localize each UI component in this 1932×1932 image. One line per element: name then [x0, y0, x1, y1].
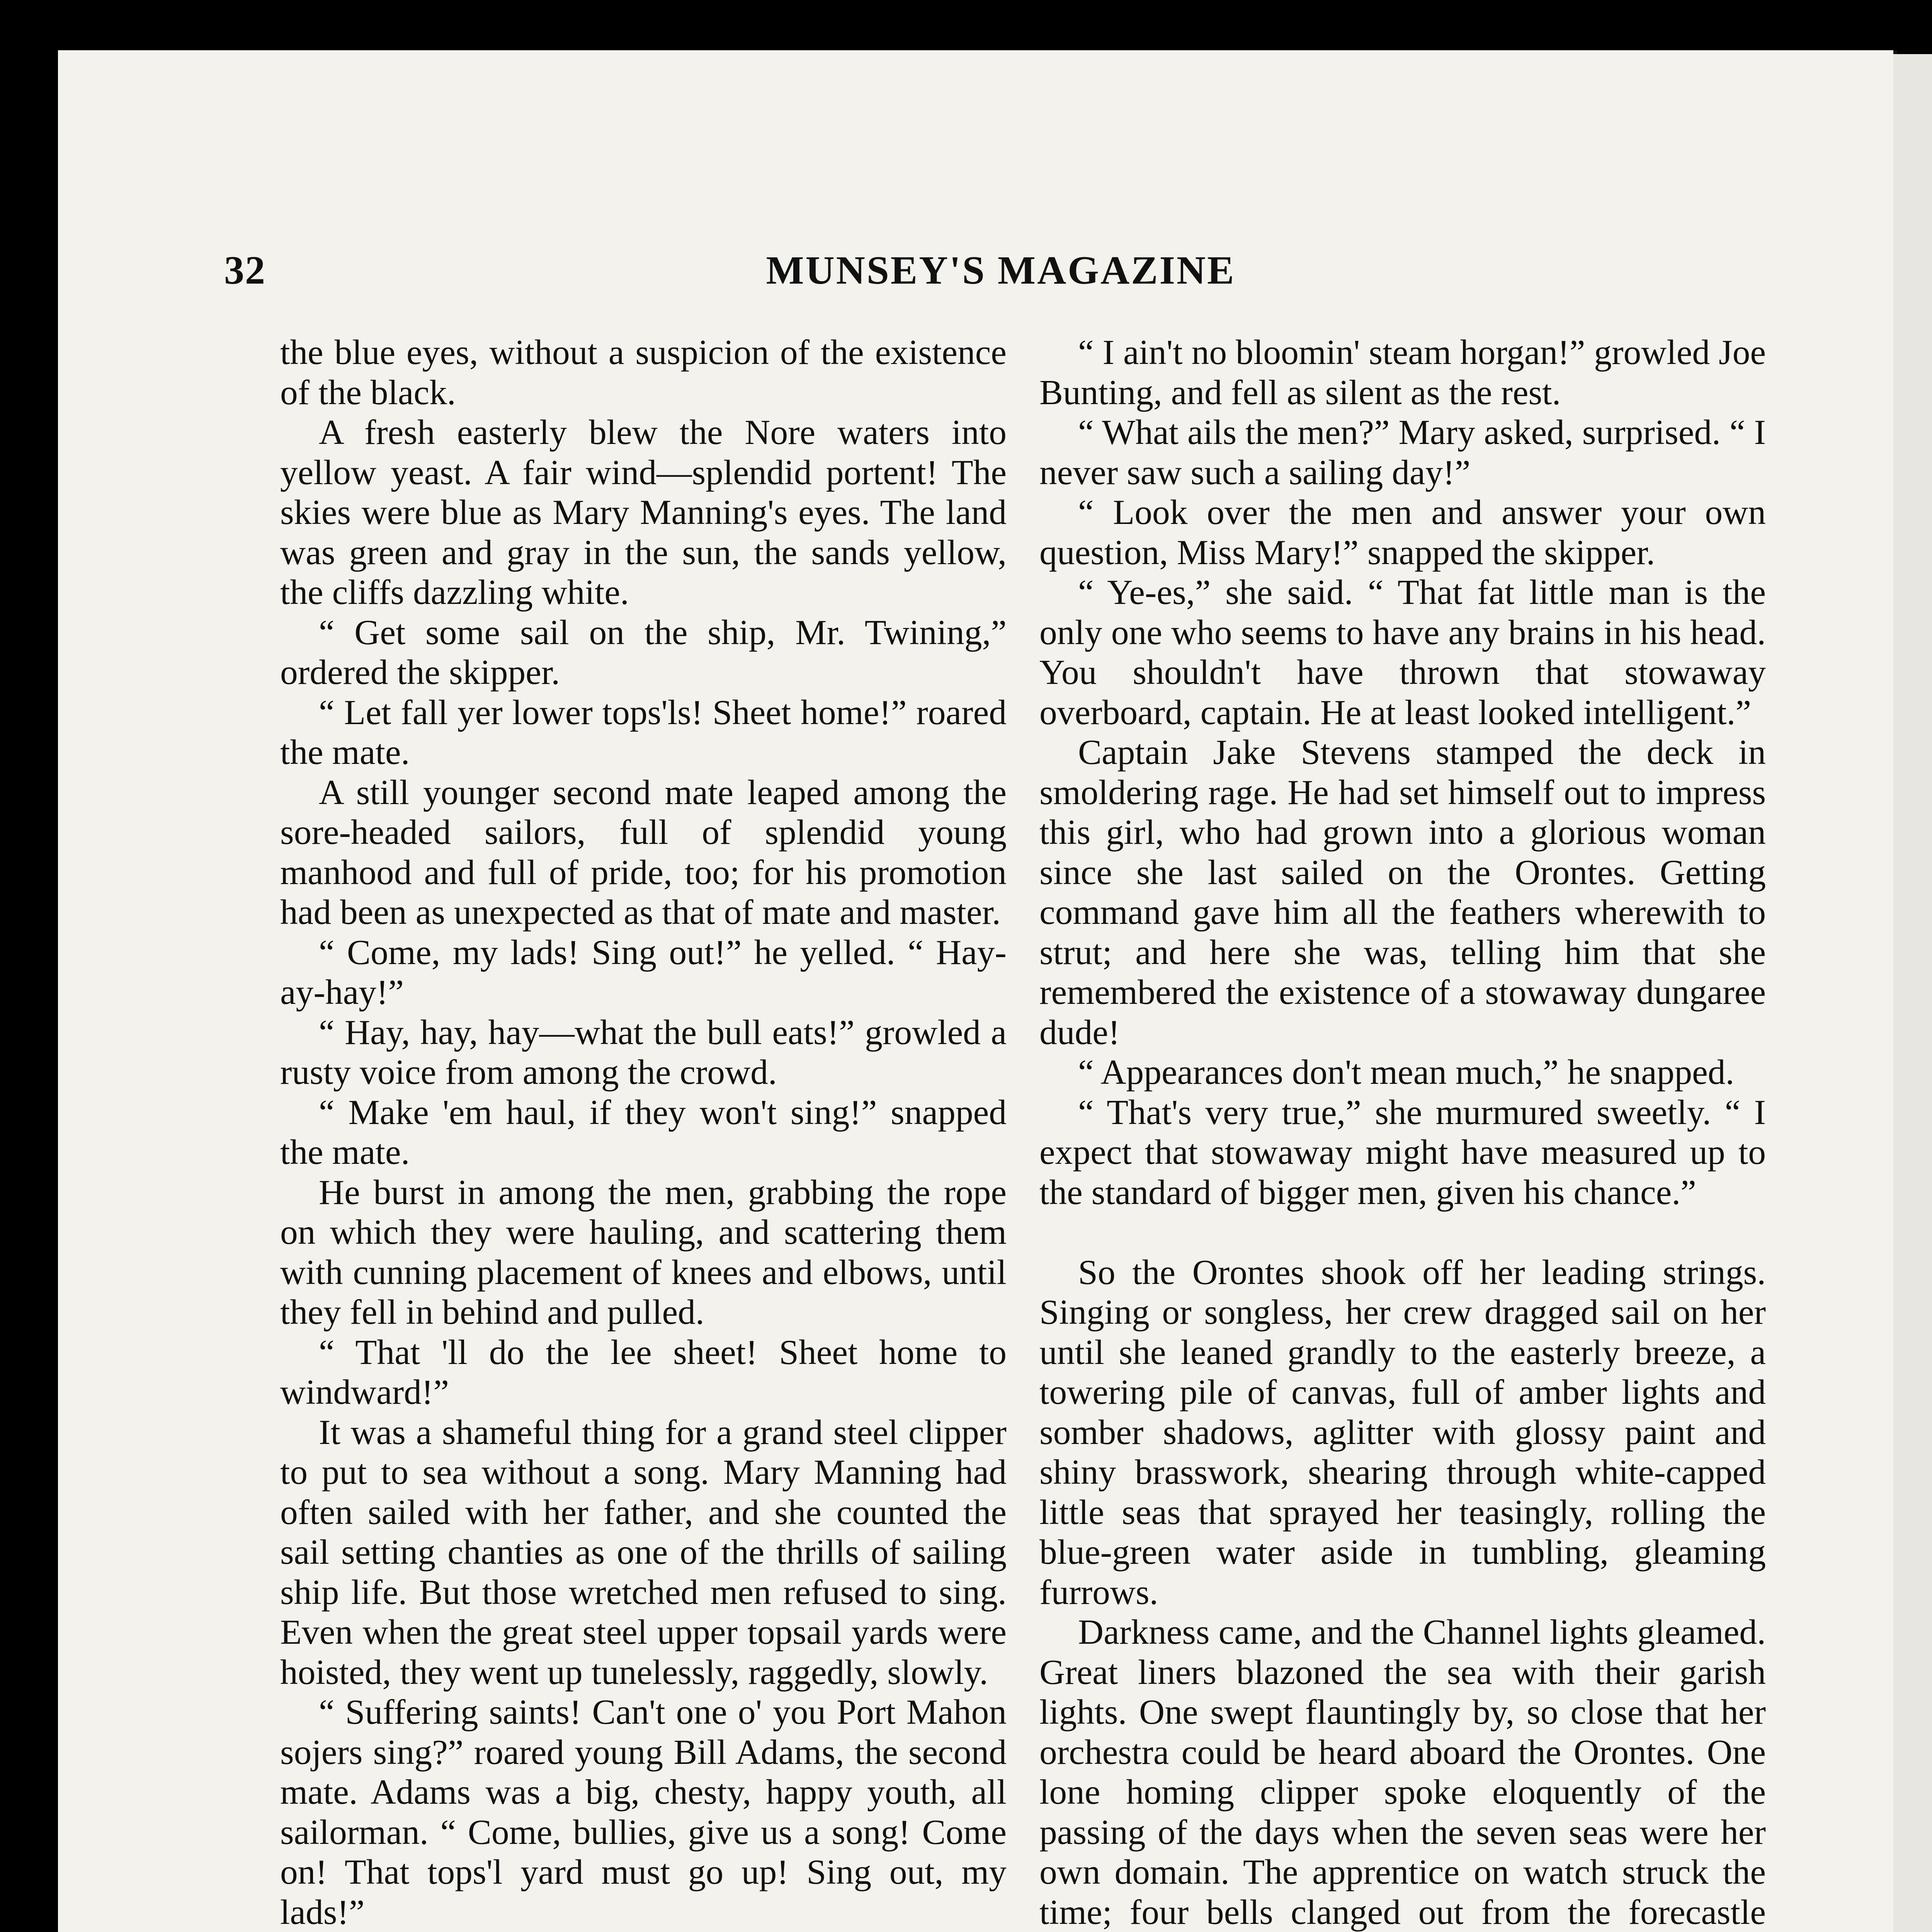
paragraph: Captain Jake Stevens stamped the deck in smoldering rage. He had set himself out to impress this girl, who had grown into a glorious woman since she last sailed on the Orontes. Getting command gave him all the feathers wherewith to strut; and here she was, telling him that she remembered the existence of a stowaway dungaree dude! [1039, 732, 1766, 1052]
paragraph: “ Suffering saints! Can't one o' you Port Mahon sojers sing?” roared young Bill Adams, the second mate. Adams was a big, chesty, happy youth, all sailorman. “ Come, bullies, give us a song! Come on! That tops'l yard must go up! Sing out, my lads!” [280, 1692, 1007, 1932]
paragraph: “ Make 'em haul, if they won't sing!” snapped the mate. [280, 1092, 1007, 1172]
paragraph: “ Appearances don't mean much,” he snapped. [1078, 1052, 1735, 1092]
paragraph: “ Get some sail on the ship, Mr. Twining,” ordered the skipper. [280, 612, 1007, 692]
page-header [224, 247, 1777, 305]
paragraph: “ That's very true,” she murmured sweetly. “ I expect that stowaway might have measured up to the standard of bigger men, given his chance.” [1039, 1092, 1766, 1212]
right-column [1039, 332, 1766, 1932]
paragraph: “ Come, my lads! Sing out!” he yelled. “ Hay-ay-hay!” [280, 932, 1007, 1012]
paragraph: “ Look over the men and answer your own question, Miss Mary!” snapped the skipper. [1039, 492, 1766, 572]
paragraph: It was a shameful thing for a grand steel clipper to put to sea without a song. Mary Manning had often sailed with her father, and she counted the sail setting chanties as one of the thrills of sailing ship life. But those wretched men refused to sing. Even when the great steel upper topsail yards were hoisted, they went up tunelessly, raggedly, slowly. [280, 1412, 1007, 1692]
page-number: 32 [224, 248, 266, 293]
facing-page-edge [1893, 54, 1932, 1932]
left-column [280, 332, 1007, 1932]
paragraph: Darkness came, and the Channel lights gleamed. Great liners blazoned the sea with their garish lights. One swept flauntingly by, so close that her orchestra could be heard aboard the Orontes. One lone homing clipper spoke eloquently of the passing of the days when the seven seas were her own domain. The apprentice on watch struck the time; four bells clanged out from the forecastle [1039, 1612, 1766, 1932]
paragraph: “ What ails the men?” Mary asked, surprised. “ I never saw such a sailing day!” [1039, 412, 1766, 492]
running-title: MUNSEY'S MAGAZINE [766, 248, 1236, 293]
paragraph: “ That 'll do the lee sheet! Sheet home to windward!” [280, 1332, 1007, 1412]
paragraph: A still younger second mate leaped among the sore-headed sailors, full of splendid young manhood and full of pride, too; for his promotion had been as unexpected as that of mate and master. [280, 772, 1007, 932]
paragraph: the blue eyes, without a suspicion of the existence of the black. [280, 332, 1007, 412]
paragraph: “ Ye-es,” she said. “ That fat little man is the only one who seems to have any brains in his head. You shouldn't have thrown that stowaway overboard, captain. He at least looked intelligent.” [1039, 572, 1766, 732]
paragraph: A fresh easterly blew the Nore waters into yellow yeast. A fair wind—splendid portent! The skies were blue as Mary Manning's eyes. The land was green and gray in the sun, the sands yellow, the cliffs dazzling white. [280, 412, 1007, 612]
paragraph: “ Let fall yer lower tops'ls! Sheet home!” roared the mate. [280, 692, 1007, 772]
paragraph: “ Hay, hay, hay—what the bull eats!” growled a rusty voice from among the crowd. [280, 1012, 1007, 1092]
paragraph: “ I ain't no bloomin' steam horgan!” growled Joe Bunting, and fell as silent as the rest. [1039, 332, 1766, 412]
paragraph: So the Orontes shook off her leading strings. Singing or songless, her crew dragged sail on her until she leaned grandly to the easterly breeze, a towering pile of canvas, full of amber lights and somber shadows, aglitter with glossy paint and shiny brasswork, shearing through white-capped little seas that sprayed her teasingly, rolling the blue-green water aside in tumbling, gleaming furrows. [1039, 1252, 1766, 1612]
paragraph: He burst in among the men, grabbing the rope on which they were hauling, and scattering them with cunning placement of knees and elbows, until they fell in behind and pulled. [280, 1172, 1007, 1332]
